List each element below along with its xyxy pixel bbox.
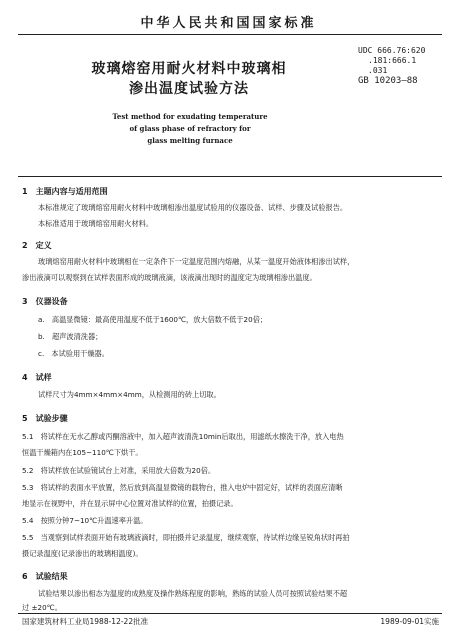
approval-note: 国家建筑材料工业局1988-12-22批准 — [22, 617, 149, 626]
implementation-date: 1989-09-01实施 — [380, 617, 439, 626]
section-6-heading: 6 试验结果 — [22, 572, 68, 581]
footer-rule — [18, 613, 442, 614]
gb-standard-number: GB 10203—88 — [358, 76, 418, 86]
english-title-line3: glass melting furnace — [147, 136, 233, 145]
section-1-paragraph: 本标准规定了玻璃熔窑用耐火材料中玻璃相渗出温度试验用的仪器设备、试样、步骤及试验报告。 — [38, 203, 348, 212]
step-5-2: 5.2 将试样放在试验镜试台上对准，采用放大倍数为20倍。 — [22, 466, 216, 475]
section-1-heading: 1 主题内容与适用范围 — [22, 187, 108, 196]
document-title-line2: 渗出温度试验方法 — [129, 81, 249, 97]
equipment-item-a: a. 高温显微镜：最高使用温度不低于1600℃，放大倍数不低于20倍； — [38, 315, 268, 324]
document-title-line1: 玻璃熔窑用耐火材料中玻璃相 — [91, 61, 287, 77]
step-5-5-continued: 摄记录温度(记录渗出的玻璃相温度)。 — [22, 549, 143, 558]
header-rule — [18, 34, 442, 35]
section-3-heading: 3 仪器设备 — [22, 297, 68, 306]
equipment-item-b: b. 超声波清洗器； — [38, 332, 103, 341]
section-2-paragraph: 玻璃熔窑用耐火材料中玻璃相在一定条件下一定温度范围内熔融，从某一温度开始液体相渗出试样， — [38, 257, 355, 266]
section-6-paragraph: 试验结果以渗出相态为温度的成熟度及操作熟练程度的影响，熟练的试验人员可按照试验结果不超 — [38, 589, 348, 598]
udc-code: UDC 666.76:620 — [358, 46, 426, 55]
section-1-paragraph: 本标准适用于玻璃熔窑用耐火材料。 — [38, 219, 154, 228]
step-5-5: 5.5 当观察到试样表面开始有玻璃液滴时，即拍摄并记录温度，继续观察，待试样边缘呈锐角状时再拍 — [22, 533, 350, 542]
section-6-paragraph: 过 ±20℃。 — [22, 603, 62, 612]
udc-code-line2: .181:666.1 — [368, 56, 417, 65]
section-5-heading: 5 试验步骤 — [22, 414, 68, 423]
equipment-item-c: c. 本试验用干燥器。 — [38, 349, 109, 358]
section-4-paragraph: 试样尺寸为4mm×4mm×4mm，从检测用的砖上切取。 — [38, 390, 221, 399]
step-5-3: 5.3 将试样的表面水平放置，然后放到高温显微镜的载物台，推入电炉中固定好，试样的表面应清晰 — [22, 483, 343, 492]
step-5-4: 5.4 按照分钟7~10℃升温速率升温。 — [22, 516, 148, 525]
english-title-line1: Test method for exudating temperature — [112, 112, 268, 121]
section-4-heading: 4 试样 — [22, 373, 52, 382]
step-5-1-continued: 恒温干燥箱内在105~110℃下烘干。 — [22, 448, 143, 457]
udc-code-line3: .031 — [368, 66, 388, 75]
english-title-line2: of glass phase of refractory for — [129, 124, 251, 133]
section-2-paragraph: 渗出液滴可以观察到在试样表面形成的玻璃液滴，该液滴出现时的温度定为玻璃相渗出温度。 — [22, 273, 317, 282]
title-rule — [18, 176, 442, 177]
step-5-1: 5.1 将试样在无水乙醇或丙酮溶液中，加入超声波清洗10min后取出，用滤纸水擦洗干净，放入电热 — [22, 432, 344, 441]
step-5-3-continued: 地显示在视野中，并在显示屏中心位置对准试样的位置，拍摄记录。 — [22, 499, 238, 508]
national-standard-banner: 中华人民共和国国家标准 — [140, 16, 317, 31]
section-2-heading: 2 定义 — [22, 241, 52, 250]
